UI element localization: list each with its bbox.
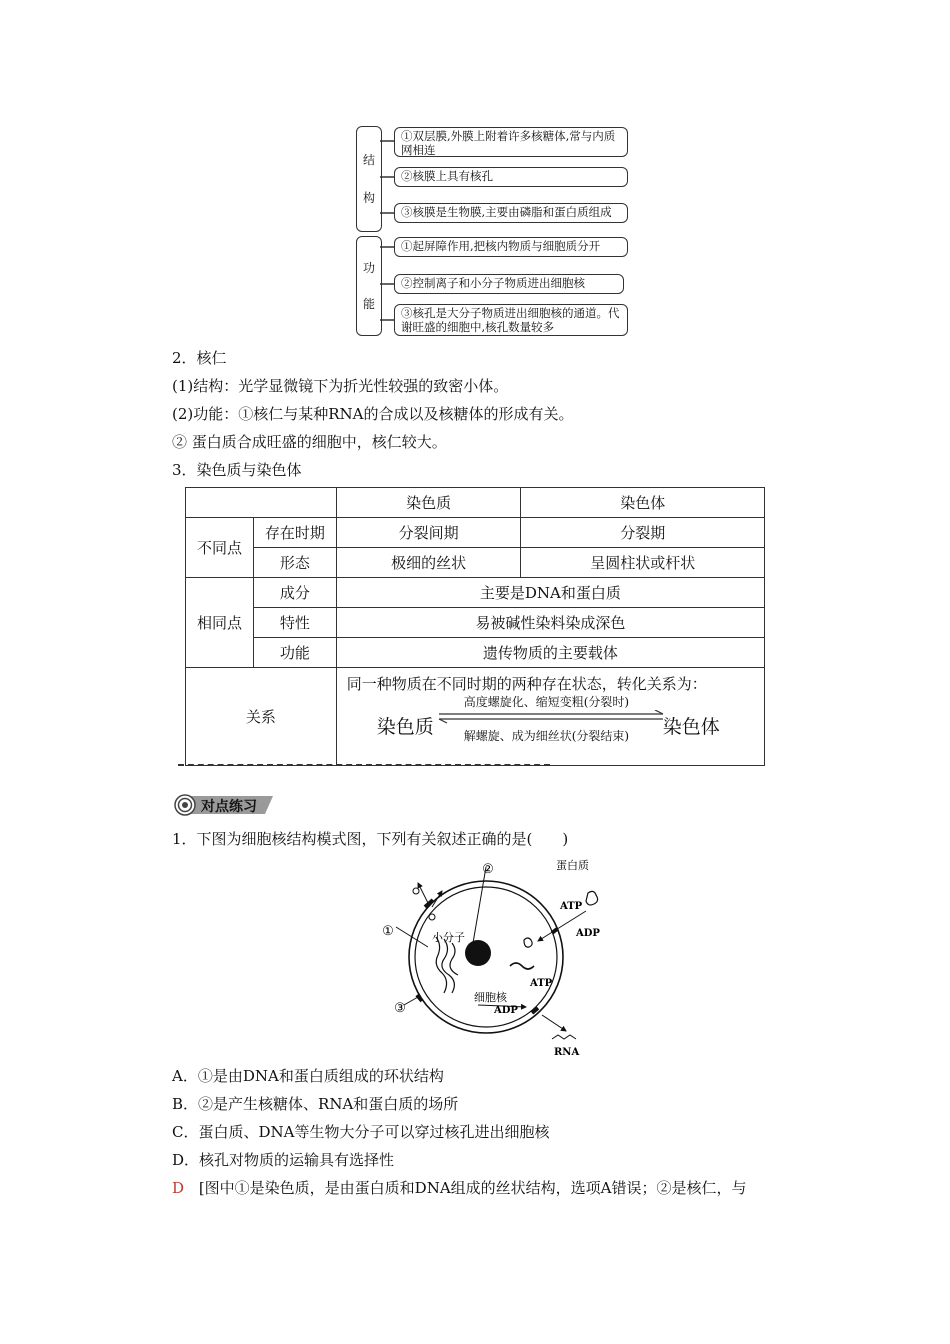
function-item: ③核孔是大分子物质进出细胞核的通道。代谢旺盛的细胞中,核孔数量较多 (394, 304, 628, 336)
section-heading: 3．染色质与染色体 (172, 461, 302, 479)
figure-label: ① (382, 924, 394, 939)
table-group-cell: 不同点 (186, 518, 254, 578)
table-header-cell: 染色质 (336, 488, 521, 518)
table-row-label: 关系 (186, 668, 337, 766)
function-item: ②控制离子和小分子物质进出细胞核 (394, 274, 624, 294)
table-cell: 分裂期 (521, 518, 765, 548)
table-cell: 遗传物质的主要载体 (336, 638, 764, 668)
table-header-cell: 染色体 (521, 488, 765, 518)
table-row-label: 特性 (253, 608, 336, 638)
table-row (186, 488, 765, 518)
relation-left: 染色质 (376, 716, 434, 738)
figure-label: ② (482, 862, 494, 877)
table-cell: 呈圆柱状或杆状 (521, 548, 765, 578)
body-text: (2)功能：①核仁与某种RNA的合成以及核糖体的形成有关。 (172, 405, 574, 423)
table-cell: 分裂间期 (336, 518, 521, 548)
practice-badge (173, 793, 277, 817)
structure-category-box (356, 126, 382, 232)
section-heading: 2．核仁 (172, 349, 227, 367)
function-label-char: 能 (362, 297, 375, 311)
figure-label: ADP (494, 1005, 518, 1016)
table-corner-cell (186, 488, 337, 518)
figure-label: 细胞核 (474, 991, 507, 1004)
table-row (186, 608, 765, 638)
section-divider (178, 764, 550, 766)
table-row (186, 548, 765, 578)
relation-text: 同一种物质在不同时期的两种存在状态，转化关系为： (346, 675, 707, 693)
relation-diagram (337, 694, 764, 754)
option-d: D．核孔对物质的运输具有选择性 (172, 1151, 395, 1169)
figure-label: RNA (554, 1047, 580, 1058)
body-text: ② 蛋白质合成旺盛的细胞中，核仁较大。 (172, 433, 447, 451)
nucleus-diagram (370, 855, 610, 1063)
answer-explanation: [图中①是染色质，是由蛋白质和DNA组成的丝状结构，选项A错误；②是核仁，与 (198, 1179, 747, 1197)
chromatin-comparison-table (185, 487, 765, 766)
structure-label-char: 结 (362, 153, 375, 167)
table-cell: 主要是DNA和蛋白质 (336, 578, 764, 608)
structure-label-char: 构 (362, 191, 375, 205)
question-text: 1．下图为细胞核结构模式图，下列有关叙述正确的是( ) (172, 830, 569, 848)
relation-top-label: 高度螺旋化、缩短变粗(分裂时) (463, 695, 630, 709)
body-text: (1)结构：光学显微镜下为折光性较强的致密小体。 (172, 377, 509, 395)
figure-label: ③ (394, 1001, 406, 1016)
table-group-cell: 相同点 (186, 578, 254, 668)
structure-item: ①双层膜,外膜上附着许多核糖体,常与内质网相连 (394, 127, 628, 157)
table-row (186, 668, 765, 766)
option-c: C．蛋白质、DNA等生物大分子可以穿过核孔进出细胞核 (172, 1123, 550, 1141)
table-row-label: 功能 (253, 638, 336, 668)
relation-cell (336, 668, 764, 766)
answer-line (172, 1178, 747, 1198)
table-cell: 易被碱性染料染成深色 (336, 608, 764, 638)
option-a: A．①是由DNA和蛋白质组成的环状结构 (172, 1067, 444, 1085)
table-row (186, 518, 765, 548)
relation-bottom-label: 解螺旋、成为细丝状(分裂结束) (463, 729, 630, 743)
table-row-label: 成分 (253, 578, 336, 608)
badge-label: 对点练习 (201, 799, 257, 815)
table-row-label: 存在时期 (253, 518, 336, 548)
reversible-arrow-icon (437, 710, 665, 724)
option-b: B．②是产生核糖体、RNA和蛋白质的场所 (172, 1095, 459, 1113)
answer-letter: D (172, 1179, 185, 1197)
function-label-char: 功 (362, 261, 375, 275)
relation-right: 染色体 (662, 716, 720, 738)
table-row (186, 578, 765, 608)
figure-label: ADP (576, 928, 600, 939)
function-category-box (356, 236, 382, 336)
figure-label: ATP (530, 978, 553, 989)
figure-label: 蛋白质 (556, 859, 589, 872)
figure-label: 小分子 (432, 931, 465, 944)
table-row (186, 638, 765, 668)
figure-label: ATP (560, 901, 583, 912)
table-cell: 极细的丝状 (336, 548, 521, 578)
structure-item: ②核膜上具有核孔 (394, 167, 628, 187)
function-item: ①起屏障作用,把核内物质与细胞质分开 (394, 237, 628, 257)
structure-item: ③核膜是生物膜,主要由磷脂和蛋白质组成 (394, 203, 628, 223)
table-row-label: 形态 (253, 548, 336, 578)
